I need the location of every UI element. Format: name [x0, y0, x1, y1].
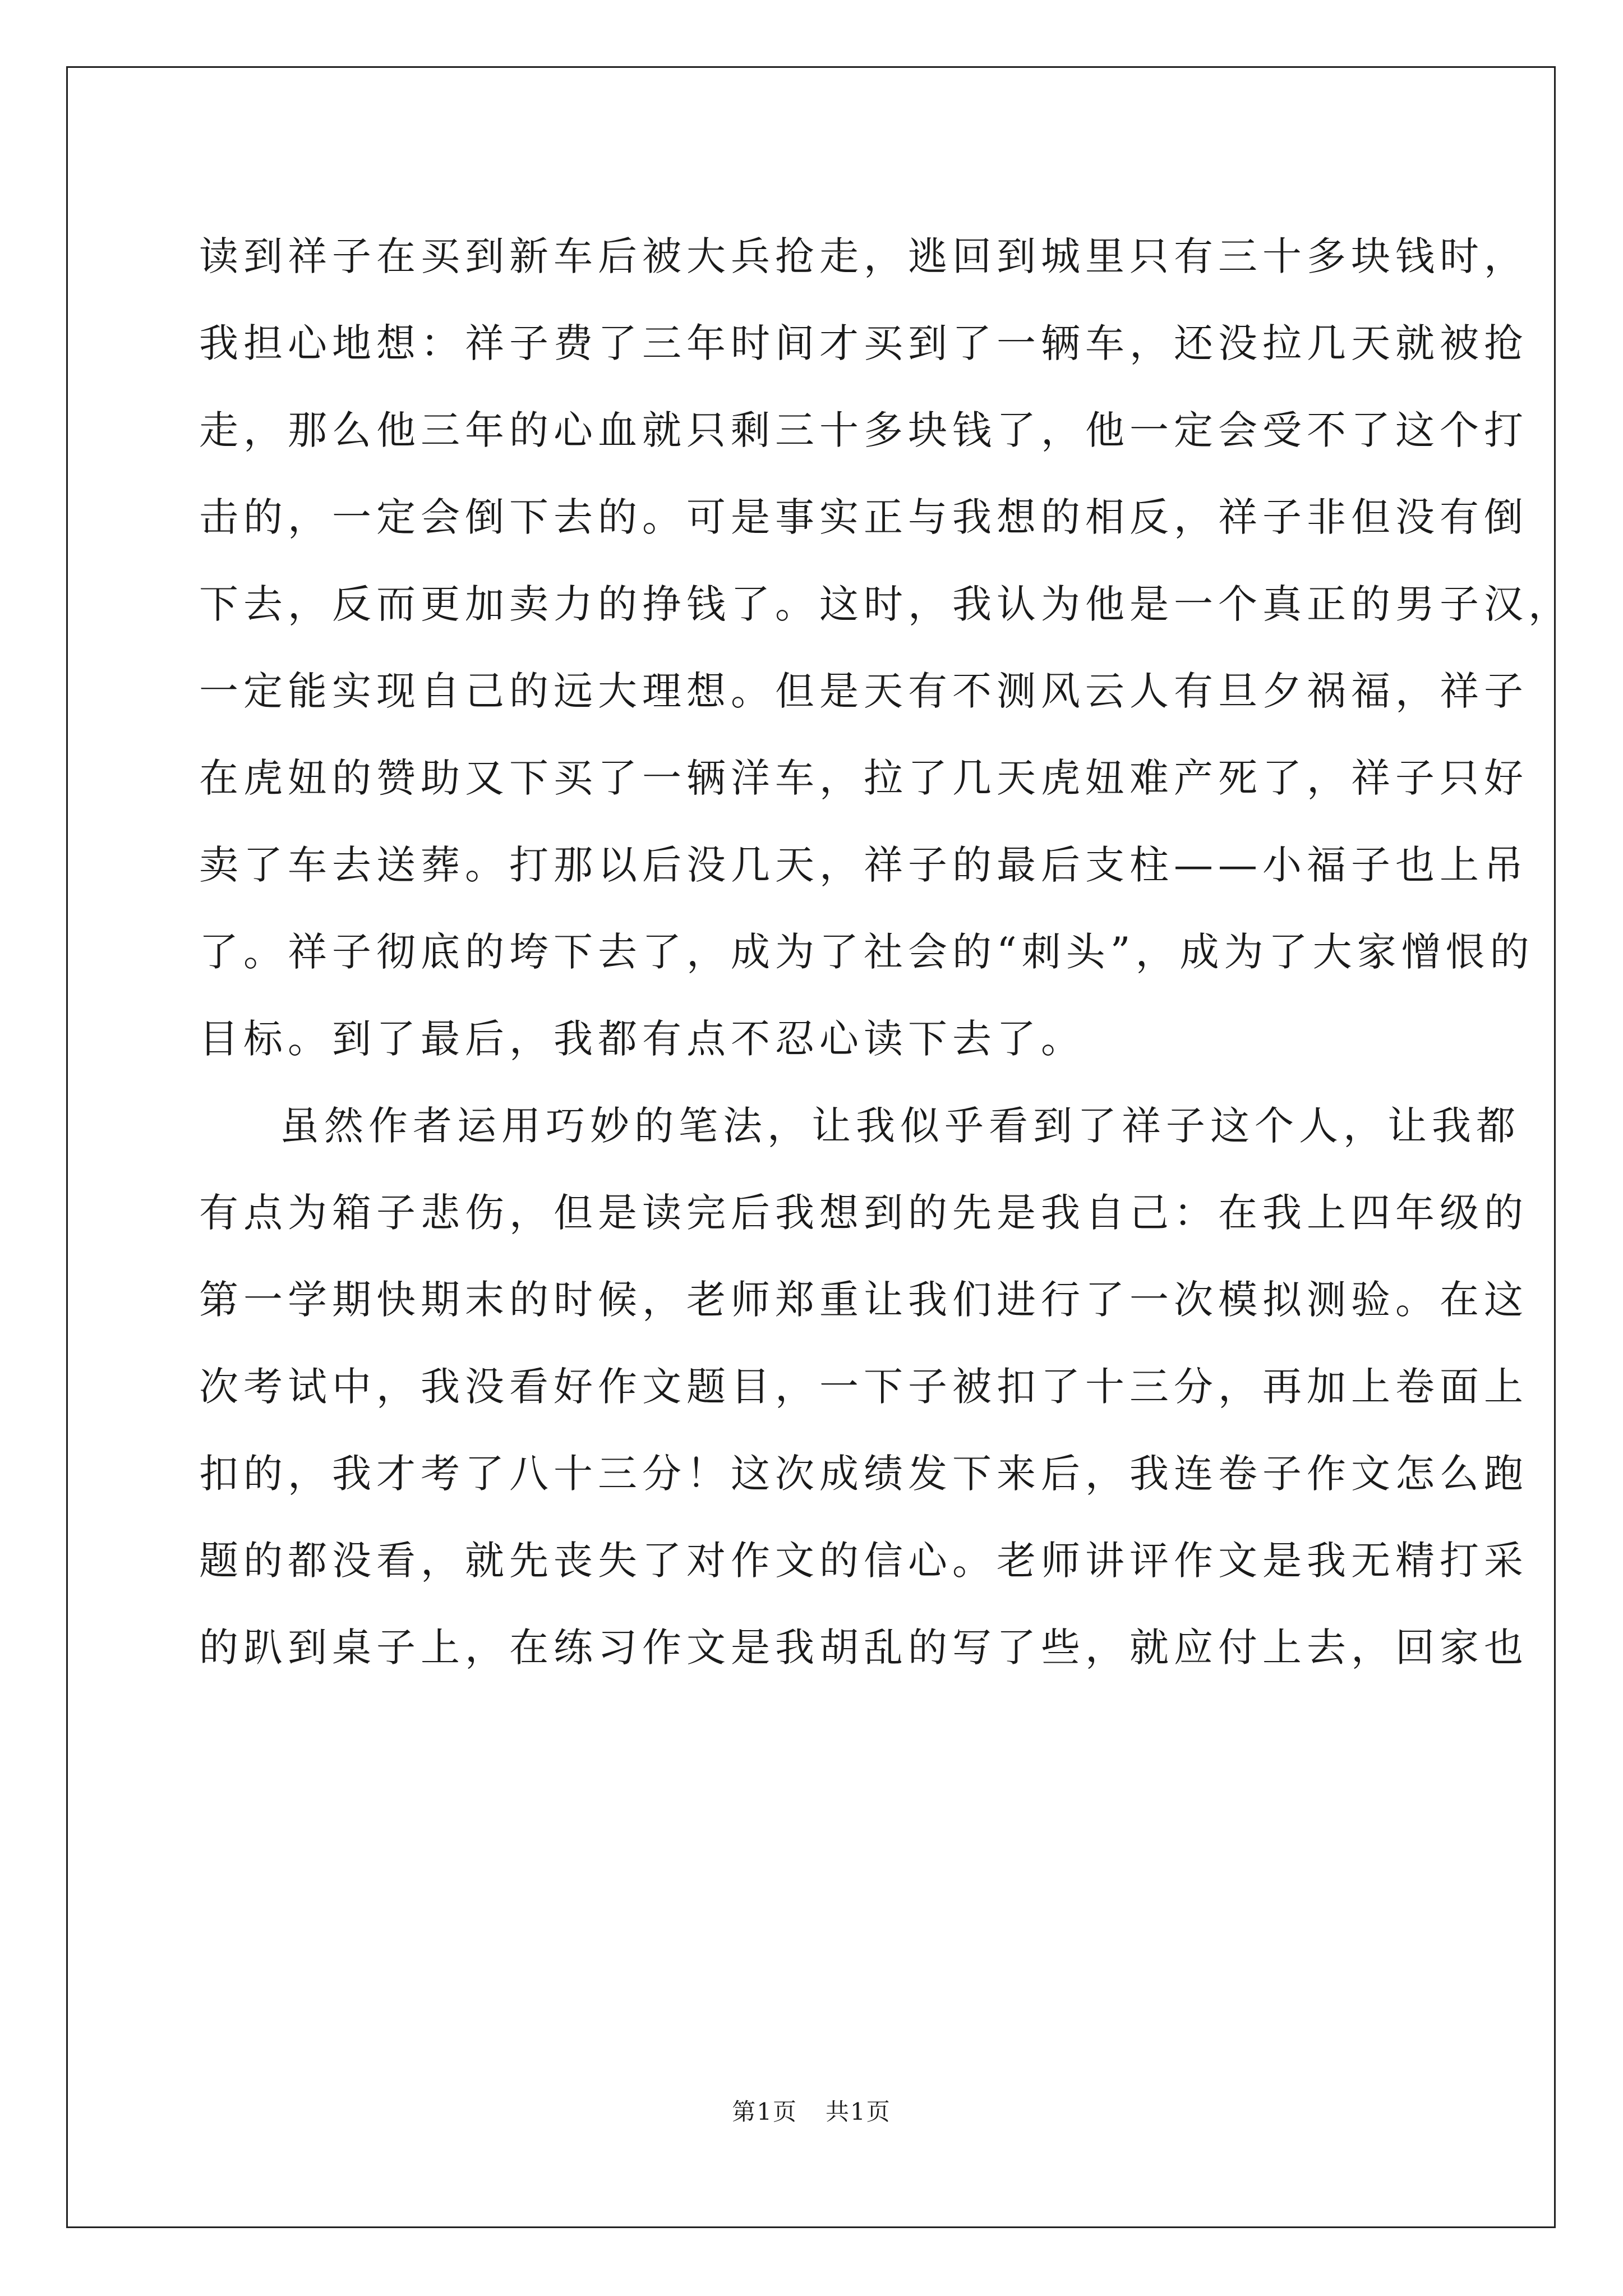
paragraph-2-line-7: 的趴到桌子上，在练习作文是我胡乱的写了些，就应付上去，回家也: [199, 1625, 1528, 1671]
paragraph-1-line-2: 我担心地想：祥子费了三年时间才买到了一辆车，还没拉几天就被抢: [199, 320, 1528, 366]
body-text: [199, 213, 1573, 1691]
paragraph-1-line-3: 走，那么他三年的心血就只剩三十多块钱了，他一定会受不了这个打: [199, 407, 1528, 453]
paragraph-2-line-3: 第一学期快期末的时候，老师郑重让我们进行了一次模拟测验。在这: [199, 1277, 1528, 1323]
page-number-label: 第1页: [732, 2098, 797, 2125]
paragraph-2-line-1: 虽然作者运用巧妙的笔法，让我似乎看到了祥子这个人，让我都: [280, 1103, 1520, 1149]
paragraph-2-line-5: 扣的，我才考了八十三分！这次成绩发下来后，我连卷子作文怎么跑: [199, 1451, 1528, 1497]
paragraph-1-line-4: 击的，一定会倒下去的。可是事实正与我想的相反，祥子非但没有倒: [199, 494, 1528, 540]
paragraph-1-line-5: 下去，反而更加卖力的挣钱了。这时，我认为他是一个真正的男子汉，: [199, 581, 1573, 627]
page-footer: [0, 2095, 1623, 2129]
page-total-label: 共1页: [826, 2098, 891, 2125]
paragraph-2-line-4: 次考试中，我没看好作文题目，一下子被扣了十三分，再加上卷面上: [199, 1364, 1528, 1410]
paragraph-2-line-6: 题的都没看，就先丧失了对作文的信心。老师讲评作文是我无精打采: [199, 1538, 1528, 1584]
paragraph-1-line-1: 读到祥子在买到新车后被大兵抢走，逃回到城里只有三十多块钱时，: [199, 233, 1528, 279]
paragraph-1-line-6: 一定能实现自己的远大理想。但是天有不测风云人有旦夕祸福，祥子: [199, 668, 1528, 714]
paragraph-2-line-2: 有点为箱子悲伤，但是读完后我想到的先是我自己：在我上四年级的: [199, 1190, 1528, 1236]
paragraph-1-line-8: 卖了车去送葬。打那以后没几天，祥子的最后支柱——小福子也上吊: [199, 842, 1528, 888]
paragraph-1-line-10: 目标。到了最后，我都有点不忍心读下去了。: [199, 1016, 1085, 1062]
paragraph-1-line-9: 了。祥子彻底的垮下去了，成为了社会的“刺头”，成为了大家憎恨的: [199, 929, 1534, 975]
paragraph-1-line-7: 在虎妞的赞助又下买了一辆洋车，拉了几天虎妞难产死了，祥子只好: [199, 755, 1528, 801]
